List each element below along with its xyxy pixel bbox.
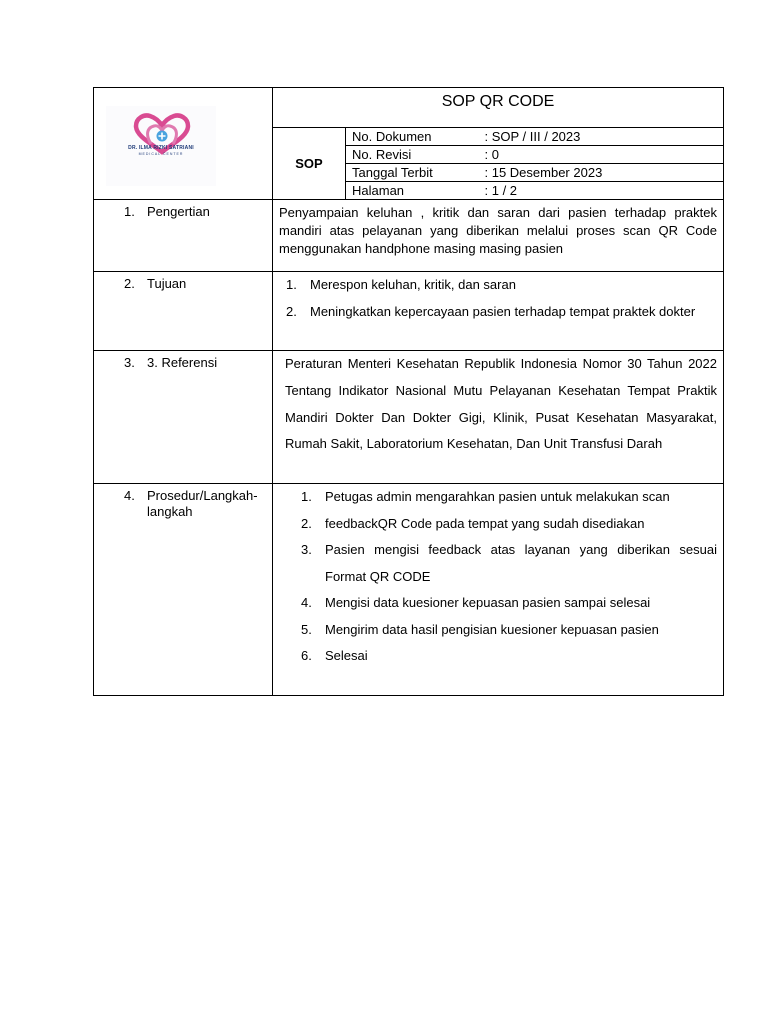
section-number: 1. xyxy=(124,204,135,219)
clinic-logo xyxy=(106,106,216,186)
list-item: 6. Selesai xyxy=(301,648,368,663)
section-label-cell xyxy=(94,351,273,484)
section-label-cell xyxy=(94,272,273,351)
section-content xyxy=(273,200,724,272)
logo-name: DR. ILMA RIZKI SATRIANI xyxy=(128,145,194,151)
meta-value-no-revisi: : 0 xyxy=(479,146,724,164)
meta-value-tanggal-terbit: : 15 Desember 2023 xyxy=(479,164,724,182)
logo-cell xyxy=(94,88,273,200)
meta-value-halaman: : 1 / 2 xyxy=(479,182,724,200)
section-number: 2. xyxy=(124,276,135,291)
logo-subtitle: MEDICAL CENTER xyxy=(138,152,184,156)
section-content xyxy=(273,272,724,351)
pengertian-text: Penyampaian keluhan , kritik dan saran dari pasien terhadap praktek mandiri atas pelayanan yang diberikan melalui proses scan QR Code menggunakan handphone masing masing pasien xyxy=(279,205,717,256)
document-title: SOP QR CODE xyxy=(273,88,724,128)
sop-table xyxy=(93,87,724,696)
meta-key-no-revisi: No. Revisi xyxy=(346,146,479,164)
list-item: 1. Petugas admin mengarahkan pasien untuk melakukan scan xyxy=(301,489,670,504)
meta-key-halaman: Halaman xyxy=(346,182,479,200)
list-item: 4. Mengisi data kuesioner kepuasan pasien sampai selesai xyxy=(301,595,651,610)
sop-document xyxy=(93,87,724,696)
meta-value-no-dokumen: : SOP / III / 2023 xyxy=(479,128,724,146)
list-item: 1. Merespon keluhan, kritik, dan saran xyxy=(286,277,516,292)
list-item: 2. Meningkatkan kepercayaan pasien terhadap tempat praktek dokter xyxy=(286,303,696,319)
row-pengertian xyxy=(94,200,724,272)
section-label: Pengertian xyxy=(147,204,210,219)
meta-key-tanggal-terbit: Tanggal Terbit xyxy=(346,164,479,182)
list-item: 3. Pasien mengisi feedback atas layanan yang diberikan sesuai Format QR CODE xyxy=(301,542,717,584)
list-item: 2. feedbackQR Code pada tempat yang sudah disediakan xyxy=(301,515,645,531)
section-label: 3. Referensi xyxy=(147,355,218,370)
section-number: 4. xyxy=(124,488,135,503)
section-content xyxy=(273,484,724,696)
section-label-cell xyxy=(94,484,273,696)
row-tujuan xyxy=(94,272,724,351)
section-label: Prosedur/Langkah-langkah xyxy=(147,488,258,519)
section-number: 3. xyxy=(124,355,135,370)
list-item: 5. Mengirim data hasil pengisian kuesioner kepuasan pasien xyxy=(301,621,659,637)
meta-key-no-dokumen: No. Dokumen xyxy=(346,128,479,146)
row-prosedur xyxy=(94,484,724,696)
row-referensi xyxy=(94,351,724,484)
section-label: Tujuan xyxy=(147,276,187,291)
sop-label: SOP xyxy=(273,128,346,200)
referensi-text: Peraturan Menteri Kesehatan Republik Indonesia Nomor 30 Tahun 2022 Tentang Indikator Nasional Mutu Pelayanan Kesehatan Tempat Praktik Mandiri Dokter Dan Dokter Gigi, Klinik, Pusat Kesehatan Masyarakat, Rumah Sakit, Laboratorium Kesehatan, Dan Unit Transfusi Darah xyxy=(273,351,724,484)
section-label-cell xyxy=(94,200,273,272)
